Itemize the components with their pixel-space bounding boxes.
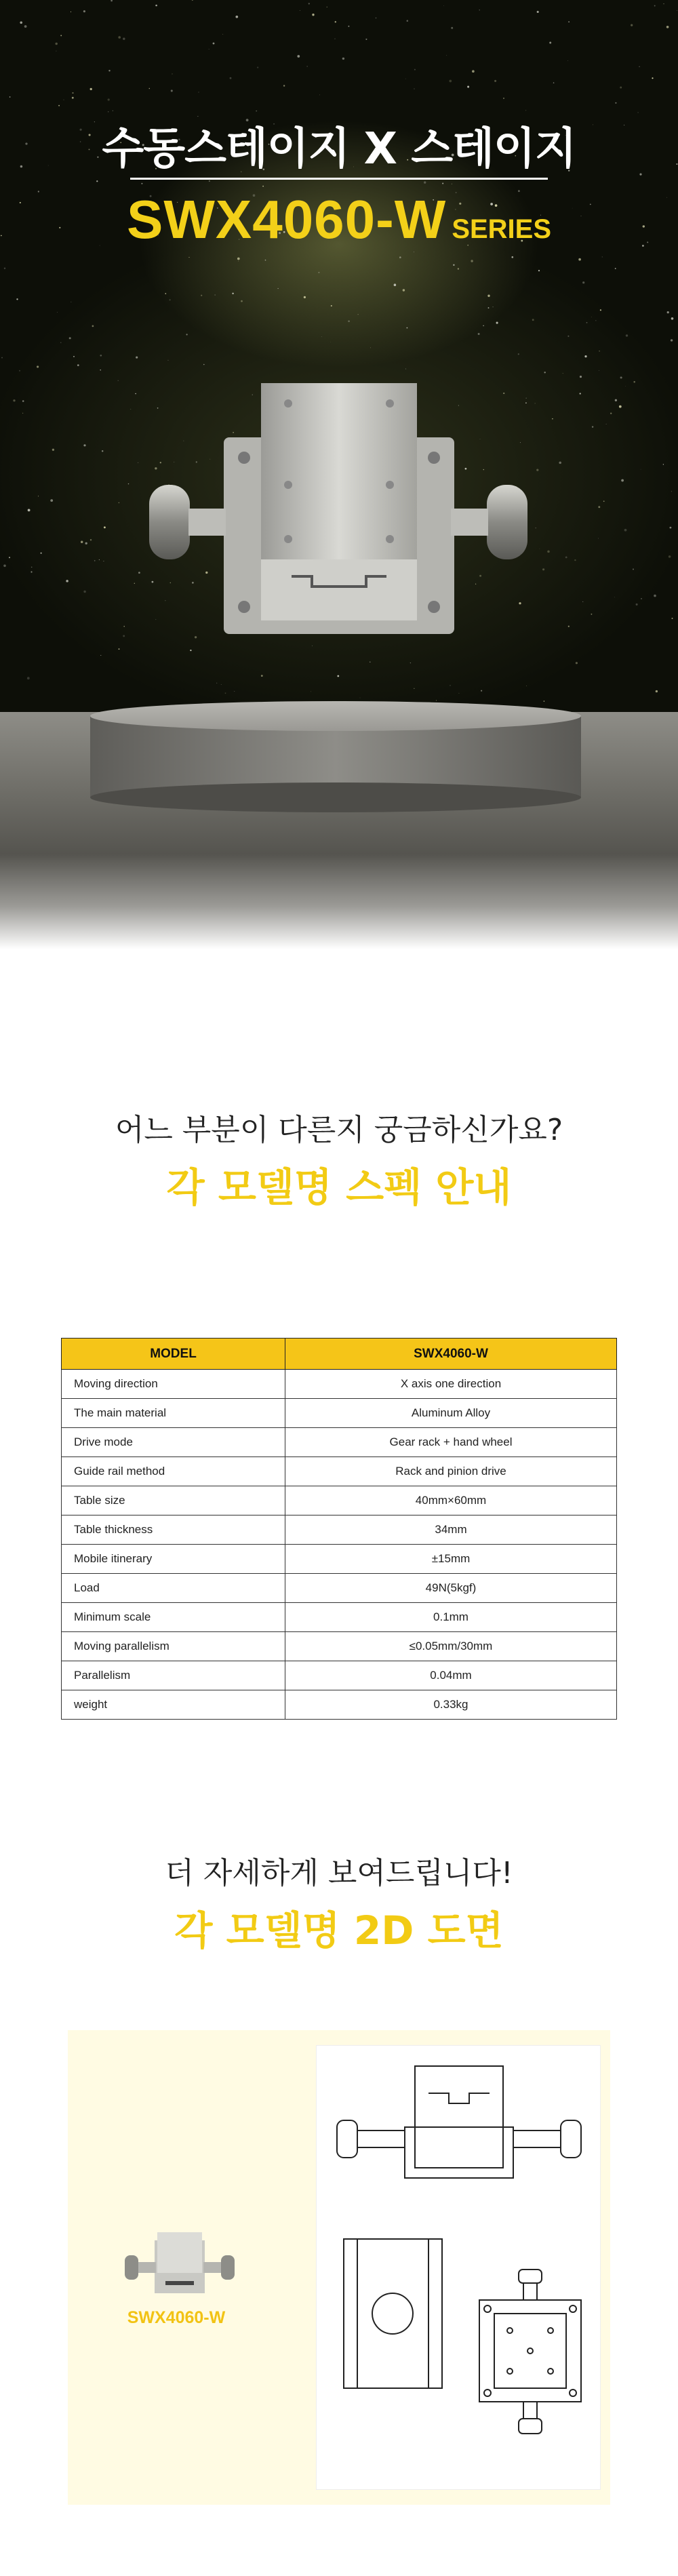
star — [414, 69, 416, 71]
star — [671, 317, 674, 320]
star — [278, 288, 279, 289]
spec-row-value: X axis one direction — [285, 1370, 617, 1399]
star — [83, 591, 85, 593]
star — [394, 283, 397, 286]
star — [595, 320, 596, 321]
star — [201, 295, 202, 296]
spec-row-label: Drive mode — [62, 1428, 285, 1457]
star — [104, 526, 106, 528]
star — [407, 328, 408, 329]
star — [168, 360, 169, 361]
star — [365, 39, 367, 40]
star — [582, 601, 583, 602]
spec-row-value: 0.33kg — [285, 1690, 617, 1720]
star — [331, 305, 332, 306]
star — [192, 0, 193, 1]
spec-row — [62, 1632, 617, 1661]
star — [213, 43, 215, 45]
star — [312, 14, 314, 16]
spec-row — [62, 1690, 617, 1720]
spec-table-header — [62, 1339, 617, 1370]
spec-header-label: MODEL — [62, 1339, 285, 1370]
star — [123, 37, 125, 39]
star — [610, 412, 612, 414]
star — [442, 183, 443, 184]
star — [58, 105, 60, 106]
star — [16, 298, 18, 300]
side-view-drawing — [344, 2239, 442, 2388]
star — [669, 555, 671, 558]
star — [257, 66, 258, 68]
star — [4, 268, 5, 269]
display-pedestal — [0, 692, 678, 814]
spec-row — [62, 1515, 617, 1545]
star — [578, 258, 581, 261]
star — [631, 24, 633, 26]
front-view-drawing — [337, 2066, 581, 2178]
star — [449, 80, 452, 83]
spec-table-container — [61, 1338, 617, 1720]
star — [186, 334, 187, 335]
star — [190, 650, 191, 651]
spec-row-value: 0.1mm — [285, 1603, 617, 1632]
star — [450, 685, 451, 686]
spec-row-label: Moving parallelism — [62, 1632, 285, 1661]
star — [666, 26, 669, 28]
star — [443, 5, 444, 6]
star — [238, 261, 239, 262]
star — [31, 571, 32, 572]
star — [633, 381, 635, 382]
spec-row — [62, 1486, 617, 1515]
star — [92, 325, 94, 328]
star — [342, 58, 344, 60]
star — [453, 264, 454, 266]
star — [467, 86, 469, 88]
star — [580, 393, 581, 394]
hero-title: 수동스테이지 X 스테이지 — [102, 124, 576, 174]
star — [334, 38, 336, 39]
star — [136, 357, 138, 359]
star — [584, 355, 586, 357]
star — [203, 364, 205, 365]
star — [586, 322, 588, 323]
drawing-question: 더 자세하게 보여드립니다! — [165, 1856, 513, 1890]
spec-title: 각 모델명 스펙 안내 — [166, 1164, 512, 1210]
drawing-section — [0, 1848, 678, 1956]
star — [50, 499, 53, 502]
star — [672, 618, 673, 619]
spec-header-model: SWX4060-W — [285, 1339, 617, 1370]
spec-section — [0, 1105, 678, 1212]
spec-row-label: Minimum scale — [62, 1603, 285, 1632]
star — [602, 256, 603, 257]
star — [155, 5, 157, 7]
star — [574, 559, 576, 561]
star — [538, 270, 540, 271]
star — [77, 364, 79, 366]
star — [559, 462, 561, 464]
star — [671, 339, 673, 341]
star — [592, 426, 593, 427]
star — [494, 80, 496, 82]
star — [27, 677, 30, 679]
star — [424, 181, 426, 183]
hero-model-name: SWX4060-W — [126, 189, 447, 250]
star — [405, 369, 406, 370]
star — [123, 626, 125, 627]
spec-row-label: Moving direction — [62, 1370, 285, 1399]
product-thumbnail — [122, 2227, 237, 2301]
star — [172, 74, 173, 75]
star — [458, 268, 459, 269]
spec-row-value: 0.04mm — [285, 1661, 617, 1690]
spec-row-label: Table size — [62, 1486, 285, 1515]
hero-series-label: SERIES — [452, 214, 552, 244]
star — [626, 334, 628, 336]
star — [615, 268, 616, 269]
star — [652, 77, 653, 79]
star — [169, 299, 170, 300]
spec-row-value: Aluminum Alloy — [285, 1399, 617, 1428]
star — [171, 90, 173, 92]
spec-row — [62, 1574, 617, 1603]
star — [22, 413, 23, 414]
star — [568, 626, 570, 627]
star — [72, 97, 74, 99]
star — [20, 22, 22, 24]
spec-table-body — [62, 1370, 617, 1720]
star — [407, 20, 409, 22]
star — [552, 418, 553, 420]
star — [337, 675, 339, 677]
star — [149, 88, 150, 89]
star — [232, 293, 233, 294]
star — [549, 42, 551, 44]
star — [518, 353, 519, 355]
star — [633, 569, 634, 570]
star — [671, 491, 672, 492]
star — [111, 0, 113, 1]
star — [24, 25, 27, 28]
spec-row-label: Load — [62, 1574, 285, 1603]
star — [670, 527, 672, 529]
star — [221, 684, 222, 685]
star — [108, 98, 110, 100]
star — [580, 376, 582, 378]
star — [620, 376, 622, 378]
drawing-title: 각 모델명 2D 도면 — [174, 1907, 504, 1954]
spec-row-label: weight — [62, 1690, 285, 1720]
star — [83, 444, 85, 446]
star — [118, 380, 119, 381]
star — [582, 281, 584, 283]
star — [73, 356, 75, 357]
star — [615, 102, 616, 104]
star — [60, 342, 61, 343]
star — [99, 559, 100, 560]
star — [639, 66, 640, 67]
star — [567, 336, 569, 337]
star — [123, 635, 125, 637]
star — [553, 82, 555, 83]
star — [511, 256, 513, 258]
star — [410, 662, 411, 663]
star — [525, 110, 526, 111]
star — [318, 272, 319, 273]
hero-divider — [130, 178, 548, 180]
star — [13, 399, 15, 401]
thumbnail-model-label: SWX4060-W — [127, 2308, 226, 2327]
spec-row — [62, 1545, 617, 1574]
star — [358, 314, 359, 315]
spec-row — [62, 1399, 617, 1428]
star — [403, 289, 405, 291]
spec-row-value: ≤0.05mm/30mm — [285, 1632, 617, 1661]
star — [600, 309, 601, 311]
star — [478, 333, 480, 335]
star — [108, 111, 109, 113]
star — [209, 180, 210, 182]
star — [102, 450, 103, 452]
spec-row-label: Parallelism — [62, 1661, 285, 1690]
star — [620, 87, 622, 89]
bottom-spacer — [0, 2505, 678, 2576]
star — [625, 386, 626, 387]
star — [591, 614, 592, 615]
star — [83, 10, 85, 12]
star — [619, 405, 622, 408]
star — [654, 595, 656, 597]
star — [9, 557, 10, 558]
star — [55, 43, 57, 45]
star — [641, 598, 642, 599]
star — [60, 35, 62, 36]
star — [321, 336, 322, 337]
star — [615, 399, 617, 401]
star — [283, 85, 285, 86]
star — [31, 567, 33, 568]
star — [654, 5, 656, 7]
star — [376, 18, 377, 19]
star — [471, 260, 473, 262]
star — [621, 479, 624, 482]
star — [9, 96, 11, 98]
star — [637, 112, 639, 113]
product-stage-image — [136, 373, 542, 644]
star — [624, 529, 627, 532]
star — [119, 648, 120, 650]
star — [479, 9, 480, 10]
star — [22, 400, 24, 402]
star — [667, 311, 669, 313]
star — [568, 21, 570, 22]
star — [130, 409, 131, 410]
star — [1, 357, 3, 359]
star — [134, 583, 135, 584]
technical-drawing — [317, 2046, 601, 2491]
spec-row-value: ±15mm — [285, 1545, 617, 1574]
star — [348, 26, 349, 27]
star — [308, 3, 310, 4]
star — [19, 370, 20, 372]
star — [141, 183, 142, 184]
star — [547, 551, 550, 553]
star — [94, 560, 96, 561]
star — [215, 295, 216, 296]
star — [41, 553, 42, 554]
star — [304, 296, 306, 298]
star — [319, 95, 320, 96]
star — [52, 449, 54, 451]
star — [370, 347, 371, 348]
spec-row-label: Mobile itinerary — [62, 1545, 285, 1574]
star — [262, 186, 264, 187]
star — [472, 70, 475, 73]
star — [237, 258, 240, 260]
star — [230, 77, 232, 79]
spec-table — [61, 1338, 617, 1720]
star — [399, 256, 401, 258]
star — [69, 337, 71, 339]
spec-row-label: Table thickness — [62, 1515, 285, 1545]
star — [100, 655, 101, 656]
star — [261, 675, 263, 677]
star — [37, 365, 39, 368]
star — [544, 372, 545, 373]
star — [532, 319, 534, 321]
technical-drawing-card — [316, 2045, 601, 2490]
star — [165, 293, 166, 294]
star — [222, 34, 223, 35]
spec-row-label: Guide rail method — [62, 1457, 285, 1486]
star — [241, 300, 243, 302]
star — [66, 580, 68, 582]
star — [188, 257, 189, 258]
spec-row-label: The main material — [62, 1399, 285, 1428]
star — [119, 502, 120, 504]
star — [90, 539, 92, 540]
spec-row — [62, 1428, 617, 1457]
spec-row-value: Gear rack + hand wheel — [285, 1428, 617, 1457]
top-view-drawing — [479, 2270, 581, 2434]
spec-row — [62, 1661, 617, 1690]
spec-row-value: 49N(5kgf) — [285, 1574, 617, 1603]
star — [297, 55, 300, 58]
star — [537, 11, 539, 13]
star — [335, 21, 336, 22]
star — [492, 306, 493, 307]
star — [81, 540, 83, 543]
star — [90, 88, 92, 90]
drawing-panel — [68, 2030, 610, 2505]
star — [96, 180, 98, 182]
star — [636, 603, 638, 606]
star — [3, 564, 6, 567]
star — [85, 542, 87, 544]
spec-question: 어느 부분이 다른지 궁금하신가요? — [115, 1113, 563, 1147]
star — [542, 568, 544, 570]
star — [128, 483, 129, 484]
star — [265, 260, 266, 261]
star — [256, 111, 257, 112]
spec-row-value: Rack and pinion drive — [285, 1457, 617, 1486]
star — [603, 500, 605, 502]
star — [118, 36, 121, 39]
star — [598, 538, 599, 539]
spec-row-value: 40mm×60mm — [285, 1486, 617, 1515]
star — [28, 509, 31, 512]
star — [348, 320, 350, 322]
star — [567, 60, 568, 61]
star — [496, 322, 498, 324]
star — [451, 27, 453, 29]
star — [235, 16, 238, 18]
star — [565, 557, 567, 559]
star — [487, 295, 490, 297]
star — [108, 70, 110, 71]
star — [446, 55, 447, 56]
spec-row — [62, 1457, 617, 1486]
hero-banner — [0, 0, 678, 949]
star — [57, 312, 58, 313]
star — [576, 662, 578, 664]
hero-model-heading — [0, 189, 678, 251]
spec-row-value: 34mm — [285, 1515, 617, 1545]
star — [488, 307, 490, 309]
spec-row — [62, 1370, 617, 1399]
spec-row — [62, 1603, 617, 1632]
star — [598, 506, 600, 508]
star — [72, 92, 73, 94]
star — [100, 355, 102, 357]
